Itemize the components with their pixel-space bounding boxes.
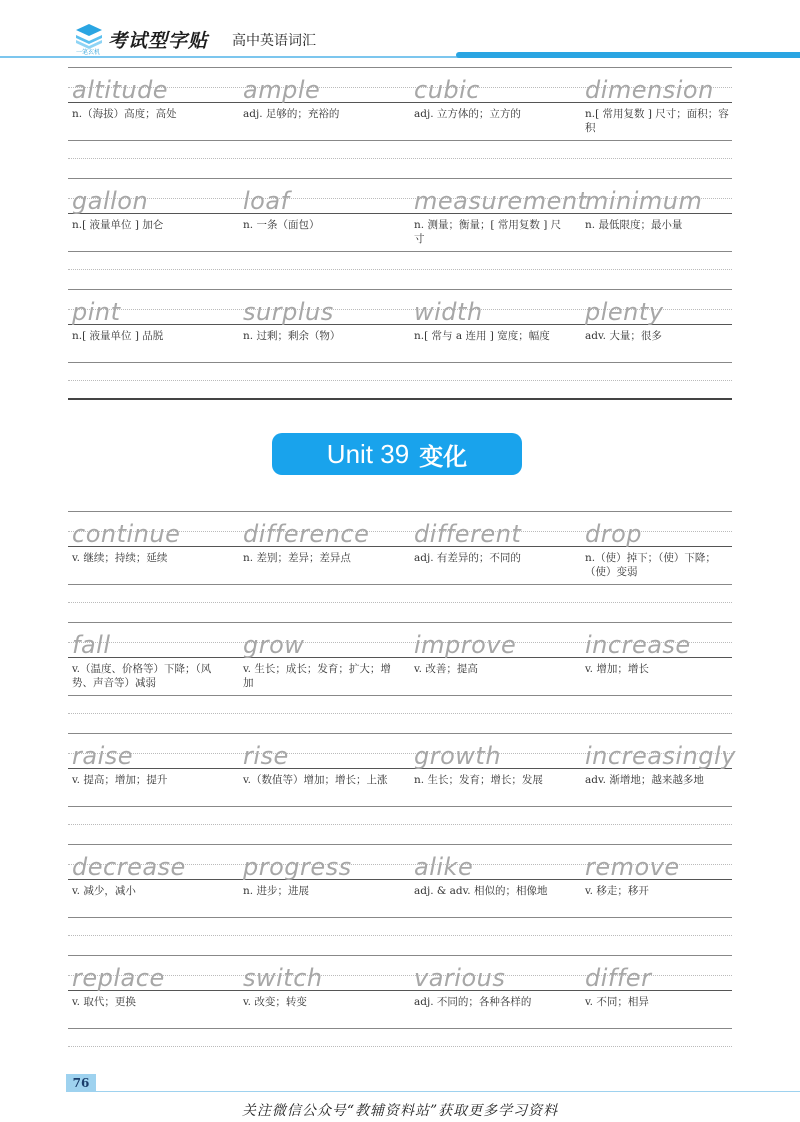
vocab-entry (410, 178, 588, 252)
brand-title: 考试型字贴 (108, 30, 209, 52)
vocab-entry (581, 622, 741, 696)
word-definition: adj. & adv. 相似的；相像地 (414, 885, 548, 897)
page-header (0, 0, 800, 62)
word-definition: v. 不同；相异 (585, 996, 649, 1008)
vocab-entry (239, 622, 399, 696)
vocab-entry (410, 289, 570, 363)
book-subtitle: 高中英语词汇 (232, 33, 316, 49)
practice-word: difference (243, 520, 370, 548)
page-number: 76 (66, 1074, 96, 1092)
word-definition: n.[ 常用复数 ] 尺寸；面积；容积 (585, 108, 729, 134)
logo-subtext: 一笔玄机 (76, 49, 101, 56)
vocab-entry (410, 733, 570, 807)
footer-divider (96, 1091, 800, 1092)
word-definition: n. 生长；发育；增长；发展 (414, 774, 543, 786)
practice-word: growth (414, 742, 502, 770)
vocab-entry (410, 67, 570, 141)
practice-word: ample (243, 76, 321, 104)
unit-topic: 变化 (419, 442, 468, 471)
vocab-entry (410, 622, 570, 696)
word-definition: n. 一条（面包） (243, 219, 320, 231)
word-definition: adj. 足够的；充裕的 (243, 108, 340, 120)
practice-word: continue (72, 520, 181, 548)
word-definition: v. 继续；持续；延续 (72, 552, 168, 564)
word-definition: v. 改变；转变 (243, 996, 307, 1008)
vocab-entry (581, 289, 741, 363)
practice-word: remove (585, 853, 680, 881)
word-definition: v. 改善；提高 (414, 663, 478, 675)
practice-word: replace (72, 964, 165, 992)
vocab-entry (239, 844, 399, 918)
word-definition: v. 取代；更换 (72, 996, 136, 1008)
vocab-entry (581, 67, 741, 141)
practice-word: decrease (72, 853, 186, 881)
word-definition: adj. 立方体的；立方的 (414, 108, 521, 120)
vocab-entry (581, 955, 741, 1029)
word-definition: adj. 有差异的；不同的 (414, 552, 521, 564)
vocab-entry (68, 622, 228, 696)
vocab-entry (239, 511, 399, 585)
vocab-entry (68, 289, 228, 363)
vocab-entry (410, 955, 570, 1029)
vocab-entry (581, 844, 741, 918)
word-definition: n. 测量；衡量；[ 常用复数 ] 尺寸 (414, 219, 562, 245)
vocab-entry (68, 955, 228, 1029)
word-definition: n.[ 液量单位 ] 加仑 (72, 219, 164, 231)
vocab-entry (581, 178, 741, 252)
word-definition: n. 最低限度；最小量 (585, 219, 683, 231)
practice-word: minimum (585, 187, 703, 215)
footer-note: 关注微信公众号“教辅资料站”获取更多学习资料 (241, 1103, 559, 1119)
word-definition: n.[ 液量单位 ] 品脱 (72, 330, 164, 342)
practice-word: differ (585, 964, 652, 992)
word-definition: v. 生长；成长；发育；扩大；增加 (243, 663, 391, 689)
practice-word: measurement (414, 187, 588, 215)
word-definition: v. 移走；移开 (585, 885, 649, 897)
practice-word: altitude (72, 76, 169, 104)
word-definition: n.（使）掉下；（使）下降；（使）变弱 (585, 552, 716, 578)
vocab-entry (581, 733, 741, 807)
practice-word: various (414, 964, 506, 992)
word-definition: adj. 不同的；各种各样的 (414, 996, 532, 1008)
practice-word: loaf (243, 187, 290, 215)
practice-word: increase (585, 631, 691, 659)
word-definition: v. 提高；增加；提升 (72, 774, 168, 786)
vocab-entry (68, 511, 228, 585)
vocab-entry (68, 844, 228, 918)
vocab-entry (68, 178, 228, 252)
vocab-entry (68, 733, 228, 807)
word-definition: v. 减少，减小 (72, 885, 136, 897)
word-definition: n.[ 常与 a 连用 ] 宽度；幅度 (414, 330, 550, 342)
practice-word: raise (72, 742, 134, 770)
word-definition: v.（数值等）增加；增长；上涨 (243, 774, 388, 786)
practice-word: different (414, 520, 522, 548)
unit-number: Unit 39 (326, 438, 410, 469)
unit-banner (272, 433, 522, 475)
practice-word: width (414, 298, 483, 326)
word-definition: n.（海拔）高度；高处 (72, 108, 177, 120)
practice-word: cubic (414, 76, 481, 104)
vocab-entry (239, 289, 399, 363)
practice-word: surplus (243, 298, 334, 326)
section-divider (68, 398, 732, 400)
vocab-entry (581, 511, 741, 585)
practice-word: drop (585, 520, 643, 548)
practice-word: plenty (585, 298, 664, 326)
word-definition: n. 过剩；剩余（物） (243, 330, 341, 342)
practice-word: grow (243, 631, 305, 659)
vocab-entry (239, 67, 399, 141)
book-logo-icon (74, 22, 104, 50)
word-definition: adv. 大量；很多 (585, 330, 662, 342)
vocab-entry (239, 733, 399, 807)
word-definition: v.（温度、价格等）下降；（风势、声音等）减弱 (72, 663, 212, 689)
word-definition: n. 进步；进展 (243, 885, 309, 897)
vocab-entry (239, 178, 399, 252)
practice-word: progress (243, 853, 352, 881)
practice-word: pint (72, 298, 121, 326)
word-definition: v. 增加；增长 (585, 663, 649, 675)
practice-word: increasingly (585, 742, 736, 770)
practice-word: fall (72, 631, 111, 659)
practice-word: alike (414, 853, 474, 881)
vocab-entry (68, 67, 228, 141)
practice-word: gallon (72, 187, 149, 215)
practice-word: dimension (585, 76, 714, 104)
vocab-entry (410, 511, 570, 585)
vocab-entry (239, 955, 399, 1029)
word-definition: adv. 渐增地；越来越多地 (585, 774, 704, 786)
practice-word: rise (243, 742, 289, 770)
practice-word: switch (243, 964, 323, 992)
header-accent-bar (456, 52, 800, 58)
practice-word: improve (414, 631, 517, 659)
word-definition: n. 差别；差异；差异点 (243, 552, 351, 564)
vocab-entry (410, 844, 570, 918)
